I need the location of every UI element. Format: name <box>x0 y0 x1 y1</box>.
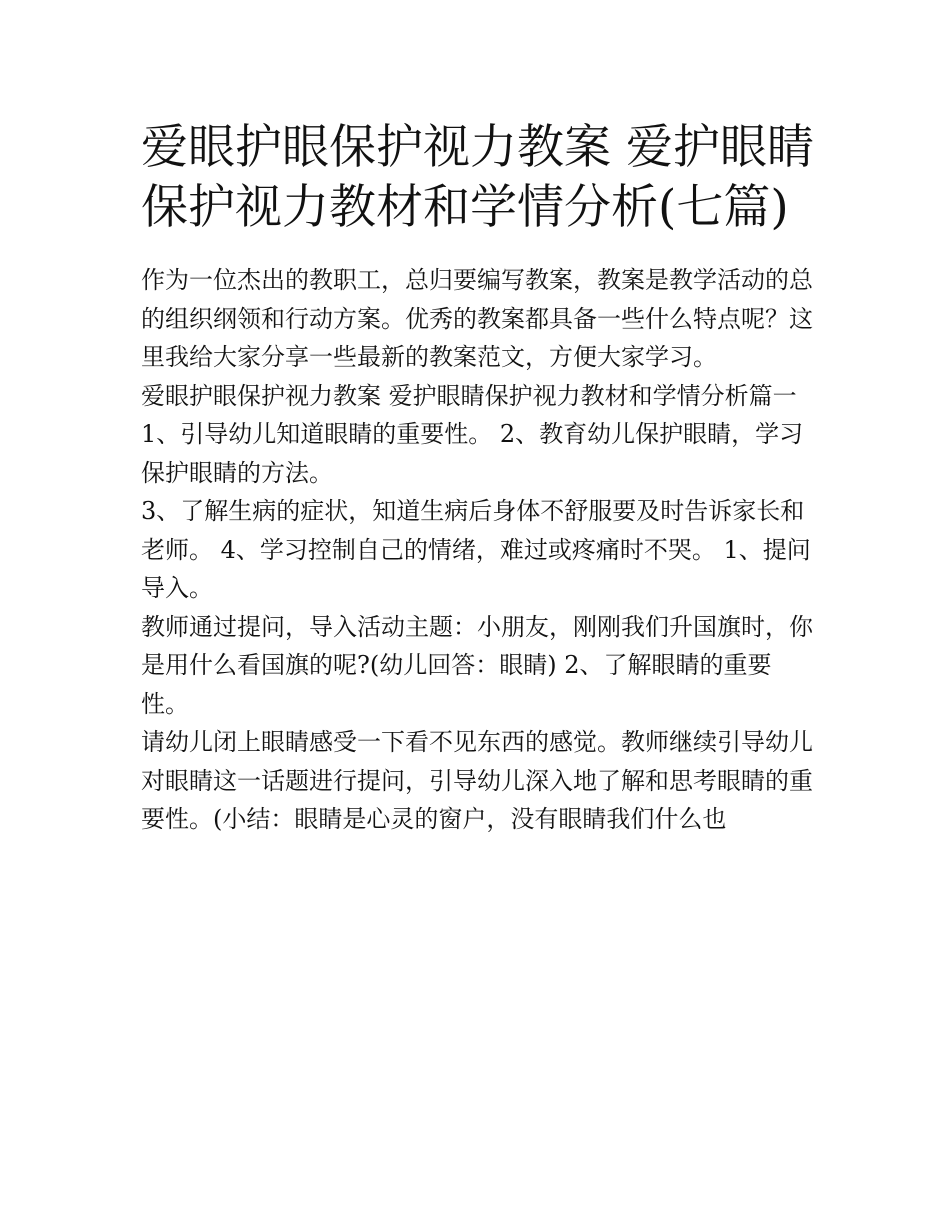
document-page <box>141 118 816 839</box>
paragraph-close-eyes: 请幼儿闭上眼睛感受一下看不见东西的感觉。教师继续引导幼儿对眼睛这一话题进行提问，引导幼儿深入地了解和思考眼睛的重要性。(小结：眼睛是心灵的窗户，没有眼睛我们什么也 <box>141 728 813 833</box>
paragraph-teacher-question: 教师通过提问，导入活动主题：小朋友，刚刚我们升国旗时，你是用什么看国旗的呢?(幼儿回答：眼睛) 2、了解眼睛的重要性。 <box>141 612 813 718</box>
paragraph-part-one-goals: 爱眼护眼保护视力教案 爱护眼睛保护视力教材和学情分析篇一 1、引导幼儿知道眼睛的重要性。 2、教育幼儿保护眼睛，学习保护眼睛的方法。 <box>141 381 804 487</box>
paragraph-intro: 作为一位杰出的教职工，总归要编写教案，教案是教学活动的总的组织纲领和行动方案。优秀的教案都具备一些什么特点呢？这里我给大家分享一些最新的教案范文，方便大家学习。 <box>141 266 813 371</box>
paragraph-goals-continued: 3、了解生病的症状，知道生病后身体不舒服要及时告诉家长和老师。 4、学习控制自己的情绪，难过或疼痛时不哭。 1、提问导入。 <box>141 497 811 602</box>
document-body <box>141 261 816 839</box>
document-title: 爱眼护眼保护视力教案 爱护眼睛保护视力教材和学情分析(七篇) <box>141 120 814 235</box>
